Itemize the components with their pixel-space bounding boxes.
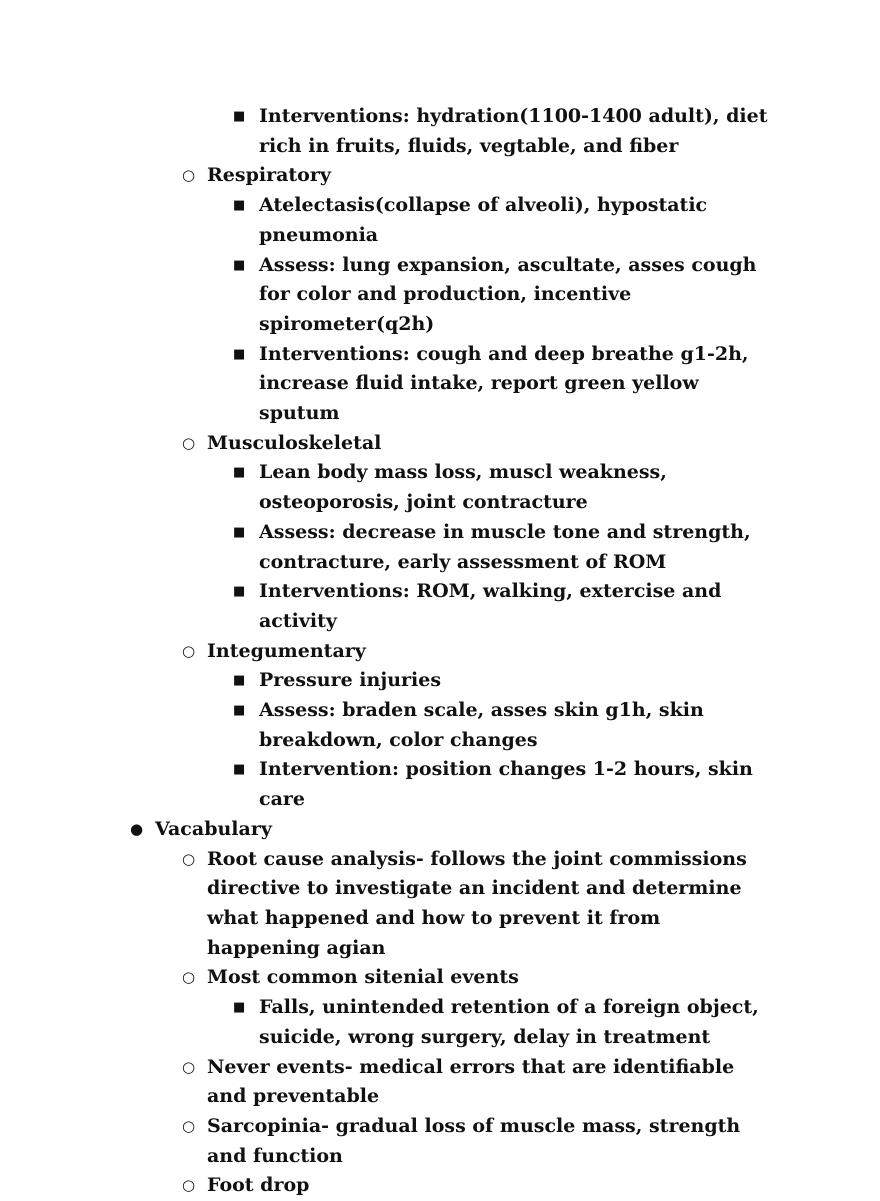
list-item-text: Assess: lung expansion, ascultate, asses cough for color and production, incentive spirometer(q2h) — [259, 253, 757, 335]
list-item-text: Lean body mass loss, muscl weakness, osteoporosis, joint contracture — [259, 461, 667, 514]
square-bullet-icon: ■ — [233, 109, 246, 124]
hollow-circle-bullet-icon: ○ — [182, 166, 196, 185]
square-bullet-icon: ■ — [233, 346, 246, 362]
list-item — [0, 577, 784, 636]
list-item-text: Assess: decrease in muscle tone and strength, contracture, early assessment of ROM — [259, 520, 751, 573]
square-bullet-icon: ■ — [233, 524, 246, 540]
hollow-circle-bullet-icon: ○ — [182, 849, 196, 868]
list-item-text: Integumentary — [207, 639, 366, 662]
square-bullet-icon: ■ — [233, 703, 246, 719]
hollow-circle-bullet-icon: ○ — [182, 433, 196, 452]
list-item-text: Falls, unintended retention of a foreign object, suicide, wrong surgery, delay in treatment — [259, 996, 759, 1048]
square-bullet-icon: ■ — [233, 1000, 246, 1016]
list-item-text: Interventions: hydration(1100-1400 adult), diet rich in fruits, fluids, vegtable, and fiber — [259, 105, 768, 157]
square-bullet-icon: ■ — [233, 257, 246, 273]
list-item-text: Interventions: ROM, walking, extercise and activity — [259, 580, 722, 632]
list-item — [0, 102, 784, 161]
list-item-text: Assess: braden scale, asses skin g1h, skin breakdown, color changes — [259, 699, 704, 751]
hollow-circle-bullet-icon: ○ — [182, 968, 196, 987]
square-bullet-icon: ■ — [233, 465, 246, 481]
hollow-circle-bullet-icon: ○ — [182, 1176, 196, 1195]
list-item-text: Pressure injuries — [259, 669, 442, 692]
hollow-circle-bullet-icon: ○ — [182, 1116, 196, 1135]
square-bullet-icon: ■ — [233, 762, 246, 778]
list-item — [0, 458, 784, 517]
list-item — [0, 637, 747, 667]
list-item — [0, 340, 784, 429]
list-item — [0, 963, 747, 993]
list-item — [0, 815, 775, 845]
list-item — [0, 518, 784, 577]
list-item — [0, 429, 747, 459]
list-item — [0, 1053, 747, 1112]
square-bullet-icon: ■ — [233, 673, 246, 689]
list-item-text: Vacabulary — [155, 817, 272, 840]
hollow-circle-bullet-icon: ○ — [182, 641, 196, 660]
list-item — [0, 1112, 747, 1171]
list-item — [0, 161, 747, 191]
list-item-text: Sarcopinia- gradual loss of muscle mass, strength and function — [207, 1114, 741, 1167]
list-item — [0, 666, 784, 696]
list-item-text: Foot drop — [207, 1174, 310, 1197]
list-item — [0, 993, 784, 1052]
list-item-text: Root cause analysis- follows the joint commissions directive to investigate an incident and determine what happened and how to prevent it from happening agian — [207, 847, 747, 959]
list-item — [0, 1171, 747, 1201]
square-bullet-icon: ■ — [233, 198, 246, 214]
hollow-circle-bullet-icon: ○ — [182, 1057, 196, 1076]
list-item-text: Respiratory — [207, 164, 331, 187]
list-item — [0, 755, 784, 814]
filled-circle-bullet-icon: ● — [130, 819, 144, 838]
list-item — [0, 191, 784, 250]
list-item — [0, 696, 784, 755]
list-item — [0, 845, 747, 964]
list-item-text: Atelectasis(collapse of alveoli), hypostatic pneumonia — [259, 194, 708, 246]
list-item-text: Most common sitenial events — [207, 966, 519, 989]
document-body — [0, 102, 880, 1201]
list-item-text: Musculoskeletal — [207, 431, 382, 454]
list-item — [0, 251, 784, 340]
list-item-text: Intervention: position changes 1-2 hours, skin care — [259, 758, 753, 811]
list-item-text: Never events- medical errors that are identifiable and preventable — [207, 1055, 735, 1108]
square-bullet-icon: ■ — [233, 584, 246, 600]
list-item-text: Interventions: cough and deep breathe g1-2h, increase fluid intake, report green yellow sputum — [259, 342, 749, 425]
